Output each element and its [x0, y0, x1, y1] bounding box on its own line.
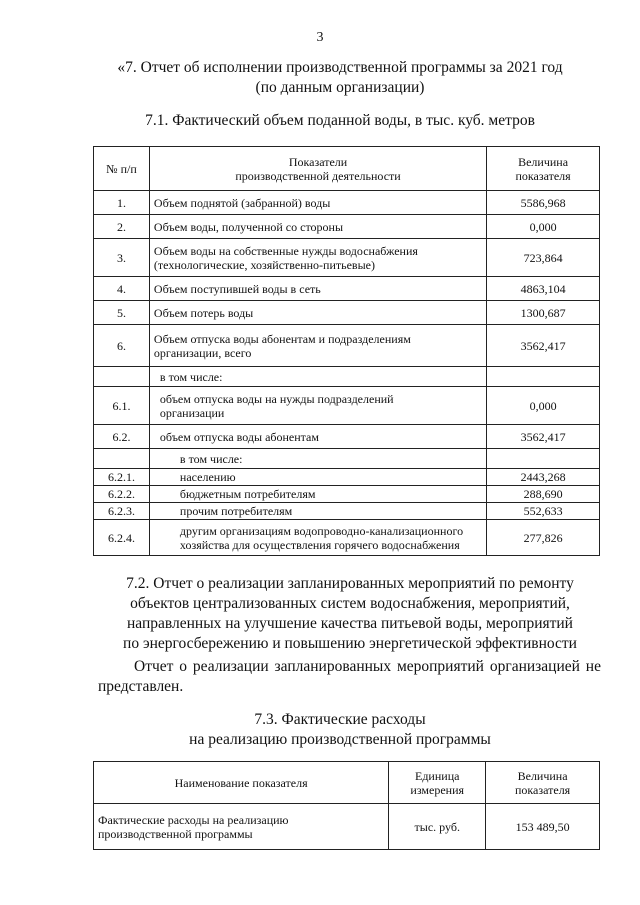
row-num: 6.2.1. [94, 469, 150, 486]
header-value-line2: показателя [515, 168, 571, 183]
row-num: 6.1. [94, 387, 150, 425]
row-value: 723,864 [487, 239, 600, 277]
section-7-title [60, 58, 620, 98]
section-72-paragraph: Отчет о реализации запланированных мероприятий организацией не представлен. [98, 658, 601, 695]
header-num: № п/п [94, 147, 150, 191]
header-value [487, 147, 600, 191]
section-73-title-line2: на реализацию производственной программы [189, 731, 491, 748]
row-value: 5586,968 [487, 191, 600, 215]
row-num: 1. [94, 191, 150, 215]
row-num [94, 449, 150, 469]
table-row [94, 325, 600, 367]
row-label: бюджетным потребителям [149, 486, 486, 503]
header-value-line1: Величина [518, 154, 569, 169]
section-73-title [60, 710, 620, 750]
table-row [94, 301, 600, 325]
row-value: 0,000 [487, 215, 600, 239]
row-name-line2: производственной программы [98, 826, 253, 841]
water-volume-table [93, 146, 600, 556]
row-num: 4. [94, 277, 150, 301]
table-row [94, 239, 600, 277]
table-row [94, 191, 600, 215]
row-num: 3. [94, 239, 150, 277]
row-label: населению [149, 469, 486, 486]
table-row [94, 503, 600, 520]
row-label-line2: организации [159, 405, 225, 420]
row-label-line1: Объем воды на собственные нужды водоснабжения [153, 243, 418, 258]
row-unit: тыс. руб. [389, 804, 486, 850]
section-7-title-line1: «7. Отчет об исполнении производственной программы за 2021 год [117, 59, 563, 76]
row-label-line2: хозяйства для осуществления горячего водоснабжения [179, 537, 460, 552]
section-73-title-line1: 7.3. Фактические расходы [254, 711, 426, 728]
row-value: 0,000 [487, 387, 600, 425]
header-indicator-line1: Показатели [288, 154, 348, 169]
section-72-title [90, 574, 610, 654]
row-value [487, 449, 600, 469]
section-71-title: 7.1. Фактический объем поданной воды, в тыс. куб. метров [145, 112, 535, 129]
header-unit-line2: измерения [410, 782, 465, 797]
row-value: 4863,104 [487, 277, 600, 301]
table-header-row [94, 762, 600, 804]
header-indicator-line2: производственной деятельности [235, 168, 401, 183]
row-label: Объем поступившей воды в сеть [149, 277, 486, 301]
row-num: 6.2.4. [94, 520, 150, 556]
header-value-line1: Величина [517, 768, 568, 783]
table-header-row [94, 147, 600, 191]
section-7-title-line2: (по данным организации) [255, 79, 425, 96]
section-72-title-line2: объектов централизованных систем водоснабжения, мероприятий, [130, 595, 570, 612]
row-value: 3562,417 [487, 425, 600, 449]
header-unit-line1: Единица [415, 768, 460, 783]
row-label [149, 325, 486, 367]
table-row [94, 449, 600, 469]
row-num [94, 367, 150, 387]
row-label: Объем потерь воды [149, 301, 486, 325]
row-value [487, 367, 600, 387]
row-label: в том числе: [149, 367, 486, 387]
row-label-line2: организации, всего [153, 345, 252, 360]
table-row [94, 215, 600, 239]
page-number: 3 [316, 30, 324, 45]
row-value: 552,633 [487, 503, 600, 520]
row-num: 2. [94, 215, 150, 239]
row-value: 277,826 [487, 520, 600, 556]
row-num: 6.2.3. [94, 503, 150, 520]
header-name: Наименование показателя [94, 762, 389, 804]
row-num: 6.2. [94, 425, 150, 449]
row-label [149, 520, 486, 556]
row-name [94, 804, 389, 850]
row-num: 6.2.2. [94, 486, 150, 503]
table-row [94, 387, 600, 425]
section-72-title-line4: по энергосбережению и повышению энергетической эффективности [123, 635, 577, 652]
table-row [94, 486, 600, 503]
row-label-line2: (технологические, хозяйственно-питьевые) [153, 257, 375, 272]
row-value: 288,690 [487, 486, 600, 503]
expenses-table [93, 761, 600, 850]
header-indicator [149, 147, 486, 191]
row-name-line1: Фактические расходы на реализацию [98, 812, 289, 827]
row-num: 5. [94, 301, 150, 325]
row-label: объем отпуска воды абонентам [149, 425, 486, 449]
row-value: 153 489,50 [486, 804, 600, 850]
row-label: Объем воды, полученной со стороны [149, 215, 486, 239]
row-label [149, 239, 486, 277]
row-label: в том числе: [149, 449, 486, 469]
row-num: 6. [94, 325, 150, 367]
row-value: 2443,268 [487, 469, 600, 486]
row-label-line1: объем отпуска воды на нужды подразделений [159, 391, 394, 406]
table-row [94, 277, 600, 301]
table-row [94, 367, 600, 387]
section-72-title-line3: направленных на улучшение качества питьевой воды, мероприятий [127, 615, 573, 632]
row-value: 3562,417 [487, 325, 600, 367]
row-label: прочим потребителям [149, 503, 486, 520]
row-label-line1: Объем отпуска воды абонентам и подразделениям [153, 331, 411, 346]
row-label: Объем поднятой (забранной) воды [149, 191, 486, 215]
table-row [94, 804, 600, 850]
header-unit [389, 762, 486, 804]
header-value-line2: показателя [514, 782, 571, 797]
table-row [94, 520, 600, 556]
table-row [94, 469, 600, 486]
row-label-line1: другим организациям водопроводно-канализационного [179, 523, 464, 538]
row-value: 1300,687 [487, 301, 600, 325]
table-row [94, 425, 600, 449]
header-value [486, 762, 600, 804]
section-72-title-line1: 7.2. Отчет о реализации запланированных мероприятий по ремонту [126, 575, 574, 592]
row-label [149, 387, 486, 425]
